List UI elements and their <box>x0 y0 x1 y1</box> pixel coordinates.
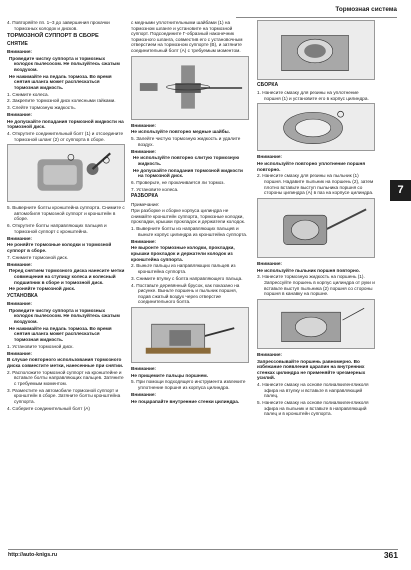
step: 1. Выверните болты из направляющих пальцев и выньте корпус цилиндра из кронштейна суппорта. <box>131 226 248 237</box>
step: 1. Снимите колеса. <box>7 91 49 97</box>
warning-text: Не используйте повторно медные шайбы. <box>131 129 230 135</box>
footer-url: http://auto-knigs.ru <box>8 552 58 558</box>
chapter-tab: 7 <box>390 180 411 201</box>
warning-bullet: Не используйте повторно слитую тормозную жидкость. <box>133 155 240 166</box>
step: 3. Снимите втулку с болта направляющего пальца. <box>131 275 243 281</box>
figure-brake-hose <box>7 144 125 202</box>
figure-illustration <box>132 57 248 119</box>
step: 2. Закрепите тормозной диск колесными гайками. <box>7 98 116 104</box>
figure-connecting-bolt <box>131 56 249 120</box>
warning-text: Не используйте пыльник поршня повторно. <box>257 267 360 273</box>
figure-piston-seal <box>257 20 375 80</box>
warning-title: Внимание: <box>131 238 156 244</box>
subheading: СНЯТИЕ <box>7 40 28 47</box>
warning-title: Внимание: <box>131 365 156 371</box>
column-2 <box>131 20 249 405</box>
warning-title: Внимание: <box>7 261 32 267</box>
section-title: Тормозная система <box>335 6 397 13</box>
warning-title: Внимание: <box>257 260 282 266</box>
figure-illustration <box>132 308 248 362</box>
figure-illustration <box>258 21 374 79</box>
figure-illustration <box>8 145 124 201</box>
step: 7. Установите колеса. <box>131 186 179 192</box>
step: 3. Разместите на автомобиле тормозной суппорт и кронштейн в сборе. Затяните болты кронштейна суппорта. <box>7 387 121 404</box>
step: 4. Открутите соединительный болт (1) и отсоедините тормозной шланг (2) от суппорта в сборе. <box>7 131 124 142</box>
warning-title: Внимание: <box>257 154 282 160</box>
warning-text: Не поцарапайте внутренние стенки цилиндра. <box>131 398 240 404</box>
figure-piston-boot <box>257 198 375 258</box>
running-header <box>236 4 397 18</box>
warning-text: Не допускайте попадания тормозной жидкости на тормозной диск. <box>7 118 124 130</box>
warning-text: Не прищемите пальцы поршнем. <box>131 372 209 378</box>
note-text: При разборке и сборке корпуса цилиндра не снимайте кронштейн суппорта, тормозные колодки, прокладки, крышки прокладок и держатели колодок. <box>131 208 246 225</box>
step: 2. Выньте пальцы из направляющих пальцев из кронштейна суппорта. <box>131 263 236 274</box>
warning-title: Внимание: <box>131 391 156 397</box>
warning-title: Внимание: <box>7 111 32 117</box>
warning-text: Не используйте повторно уплотнение поршня повторно. <box>257 161 366 172</box>
subheading: УСТАНОВКА <box>7 292 38 299</box>
figure-illustration <box>258 300 374 348</box>
step: 5. Выверните болты кронштейна суппорта. Снимите с автомобиля тормозной суппорт и кронштейн в сборе. <box>7 205 125 222</box>
paragraph: с медными уплотнительными шайбами (1) на тормозном шланге и установите на тормозной суппорт. Подсоедините Г-образный наконечник тормозного шланга, совместив его с установочным отверстием на тормозном суппорте (В), и затяните соединительный болт (А) с требуемым моментом. <box>131 20 243 53</box>
column-1 <box>7 20 125 412</box>
step: 6. Проверьте, не прокачивается ли тормоз. <box>131 180 225 186</box>
column-3 <box>257 20 375 418</box>
warning-text: Не выронте тормозные колодки, прокладки, крышки прокладок и держатели колодок из кронштейна суппорта. <box>131 245 235 262</box>
step: 5. Нанесите смазку на основе полиалкиленгликоля эфира на пыльник и вставьте в направляющий палец и в кронштейн суппорта. <box>257 400 369 417</box>
warning-title: Внимание: <box>257 351 282 357</box>
page-number: 361 <box>383 550 398 560</box>
warning-title: Внимание: <box>7 350 32 356</box>
warning-bullet: Не нажимайте на педаль тормоза. Во время снятия шланга может расплескаться тормозная жидкость. <box>9 73 112 90</box>
paragraph: 4. Повторяйте пп. 1–3 до завершения прокачки тормозных колодок и дисков. <box>7 20 110 31</box>
warning-bullet: Перед снятием тормозного диска нанесите метки совмещения на ступицу колеса и колесный подшипник в сборе и тормозной диск. <box>9 268 125 285</box>
warning-bullet: Не роняйте тормозной диск. <box>9 286 76 292</box>
subheading: СБОРКА <box>257 82 279 88</box>
warning-text: В случае повторного использования тормозного диска совместите метки, нанесенные при снятии. <box>7 357 124 368</box>
warning-text: Не роняйте тормозные колодки и тормозной суппорт в сборе. <box>7 242 112 253</box>
step: 2. Расположите тормозной суппорт на кронштейне и вставьте болты направляющих пальцев. Затяните с требуемым моментом. <box>7 369 124 386</box>
figure-seal-install <box>257 103 375 151</box>
figure-piston-removal <box>131 307 249 363</box>
warning-title: Внимание: <box>131 148 156 154</box>
step: 7. Снимите тормозной диск. <box>7 254 69 260</box>
step: 1. Нанесите смазку для резины на уплотнение поршня (1) и установите его в корпус цилиндра. <box>257 90 369 101</box>
section-heading: ТОРМОЗНОЙ СУППОРТ В СБОРЕ <box>7 33 99 40</box>
warning-bullet: Проведите чистку суппорта и тормозных колодок пылесосом. Не пользуйтесь сжатым воздухом. <box>9 55 120 72</box>
step: 6. Открутите болты направляющих пальцев и тормозной суппорт с кронштейна. <box>7 223 107 234</box>
step: 1. Установите тормозной диск. <box>7 343 74 349</box>
step: 3. Нанесите тормозную жидкость на поршень (1). Запрессуйте поршень в корпус цилиндра от руки и вставьте выступ пыльника (2) поршня со стороны поршня в канавку на поршне. <box>257 274 375 297</box>
warning-text: Запрессовывайте поршень равномерно. Во избежание появления царапин на внутренних стенках цилиндра не применяйте чрезмерных усилий. <box>257 358 366 381</box>
warning-title: Внимание: <box>131 122 156 128</box>
step: 5. Залейте чистую тормозную жидкость и удалите воздух. <box>131 136 241 147</box>
warning-bullet: Не нажимайте на педаль тормоза. Во время снятия шланга может расплескаться тормозная жидкость. <box>9 325 112 342</box>
warning-title: Внимание: <box>7 48 32 54</box>
step: 2. Нанесите смазку для резины на пыльник (1) поршня. Надавите пыльник на поршень (2), затем плотно вставьте выступ пыльника поршня со стороны цилиндра (А) в паз на корпусе цилиндра. <box>257 173 374 196</box>
warning-title: Внимание: <box>7 235 32 241</box>
warning-title: Внимание: <box>7 301 32 306</box>
warning-bullet: Проведите чистку суппорта и тормозных колодок пылесосом. Не пользуйтесь сжатым воздухом. <box>9 307 120 324</box>
warning-bullet: Не допускайте попадания тормозной жидкости на тормозной диск. <box>133 167 243 179</box>
step: 4. Соберите соединительный болт (А) <box>7 405 90 411</box>
figure-illustration <box>258 104 374 150</box>
page-footer <box>8 549 398 562</box>
step: 4. Поставьте деревянный брусок, как показано на рисунке. Выньте поршень и пыльник поршня, подав сжатый воздух через отверстие соединительного болта. <box>131 282 240 305</box>
step: 4. Нанесите смазку на основе полиалкиленгликоля эфира на втулку и вставьте в направляющий палец. <box>257 382 369 399</box>
note-title: Примечание: <box>131 201 160 207</box>
figure-illustration <box>258 199 374 257</box>
figure-piston-press <box>257 299 375 349</box>
step: 5. При помощи подходящего инструмента извлеките уплотнение поршня из корпуса цилиндра. <box>131 379 246 391</box>
step: 3. Слейте тормозную жидкость. <box>7 105 76 111</box>
subheading: РАЗБОРКА <box>131 193 159 200</box>
